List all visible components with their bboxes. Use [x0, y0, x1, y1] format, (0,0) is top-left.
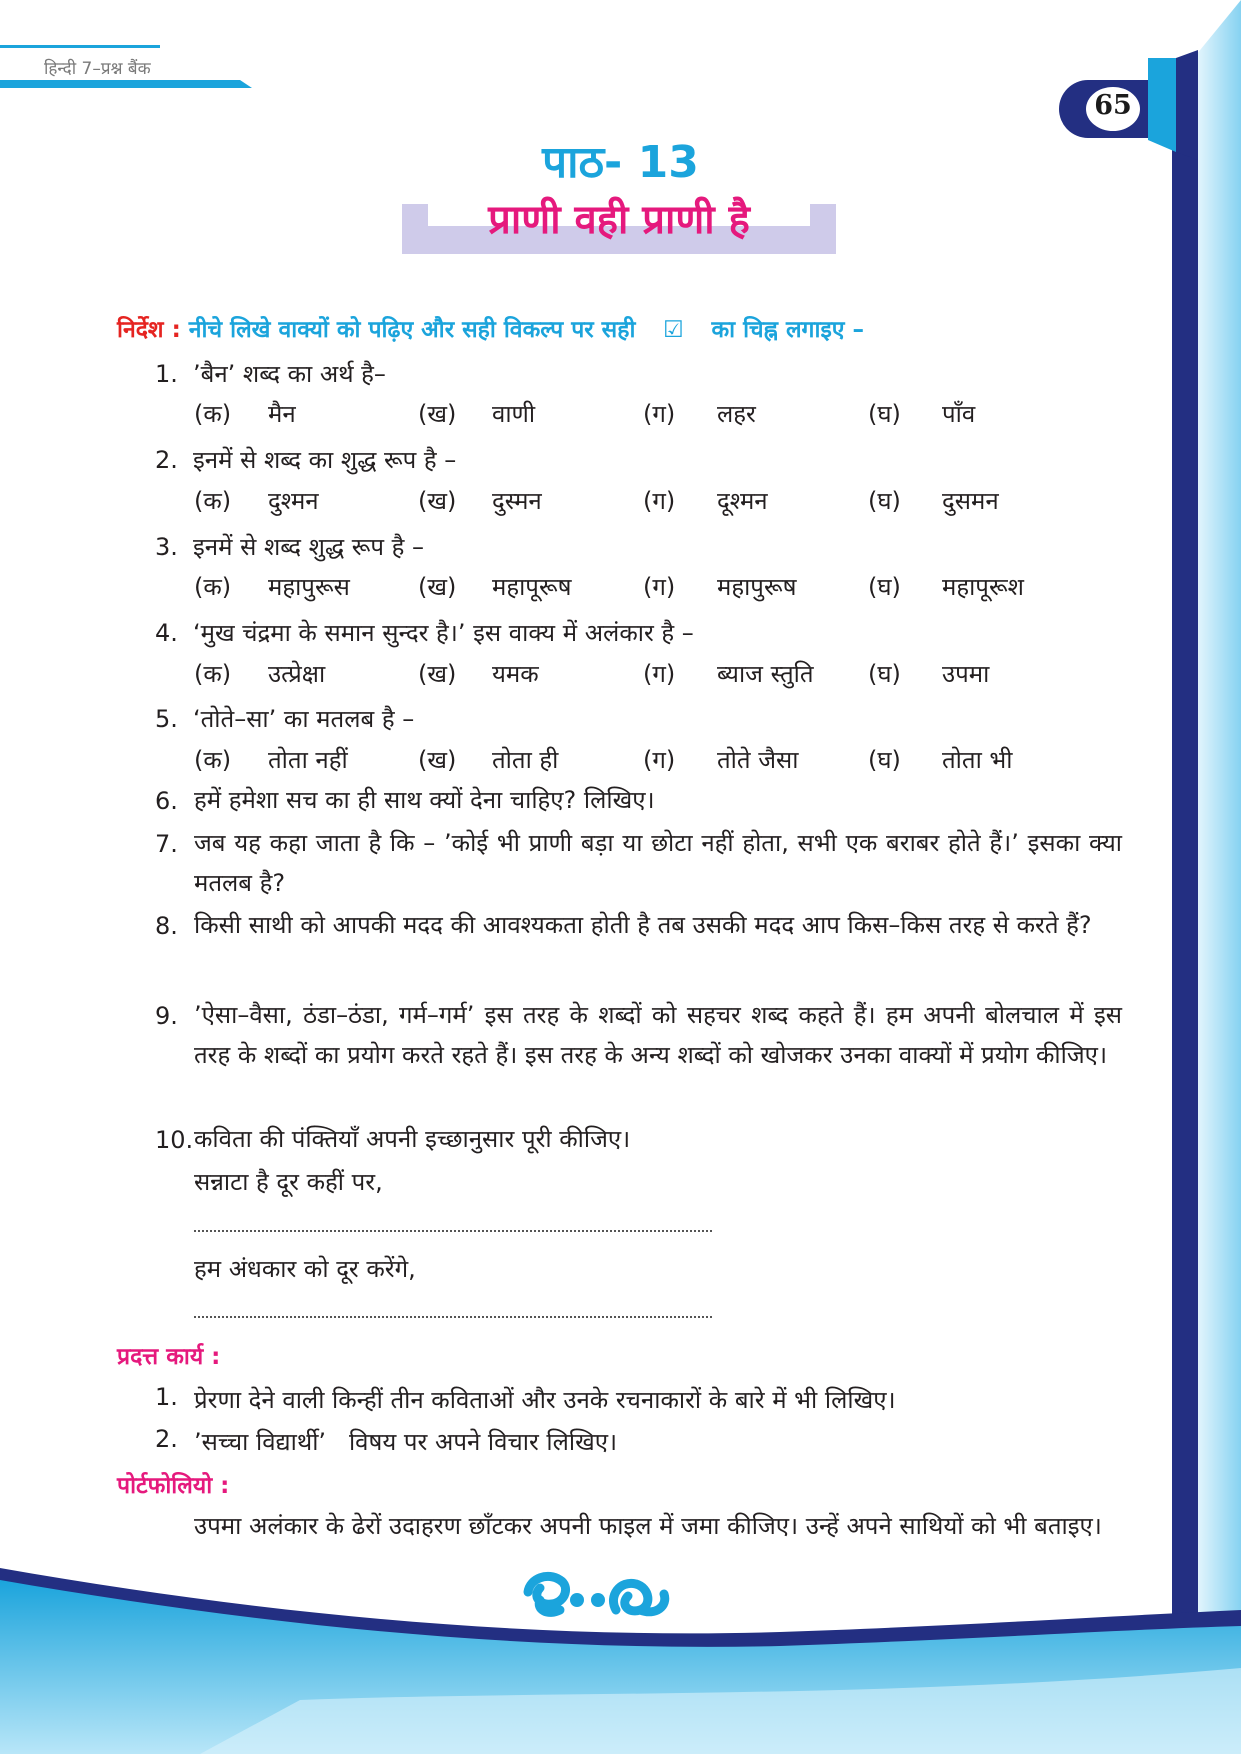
poem-line: सन्नाटा है दूर कहीं पर, [194, 1168, 383, 1196]
question-number: 4. [155, 619, 178, 647]
lesson-title: प्राणी वही प्राणी है [488, 197, 750, 243]
right-side-panel [1196, 0, 1241, 1754]
question-text: हमें हमेशा सच का ही साथ क्यों देना चाहिए? लिखिए। [194, 786, 655, 814]
assignment-text: ’सच्चा विद्यार्थी’ विषय पर अपने विचार लिखिए। [194, 1428, 618, 1456]
portfolio-text: उपमा अलंकार के ढेरों उदाहरण छाँटकर अपनी फाइल में जमा कीजिए। उन्हें अपने साथियों को भी बताइए। [194, 1512, 1102, 1540]
question-number: 6. [155, 787, 178, 815]
option-text: उपमा [942, 660, 990, 688]
option-text: महापूरूष [492, 573, 572, 601]
option-key: (घ) [868, 660, 901, 688]
option-text: दुश्मन [268, 487, 319, 515]
option-key: (ख) [418, 400, 457, 428]
header-stripe-top [0, 45, 160, 48]
option-key: (ख) [418, 573, 457, 601]
option-key: (घ) [868, 400, 901, 428]
option-text: वाणी [492, 400, 536, 428]
question-text: जब यह कहा जाता है कि – ’कोई भी प्राणी बड़ा या छोटा नहीं होता, सभी एक बराबर होते हैं।’ इसका क्या मतलब है? [194, 829, 1122, 897]
option-key: (घ) [868, 746, 901, 774]
instruction-label: निर्देश : [117, 317, 181, 343]
mcq-question [155, 443, 456, 476]
question-text: कविता की पंक्तियाँ अपनी इच्छानुसार पूरी कीजिए। [194, 1125, 631, 1153]
option-key: (ख) [418, 660, 457, 688]
option-text: तोते जैसा [717, 746, 799, 774]
end-ornament [528, 1576, 665, 1612]
question-number: 8. [155, 912, 178, 940]
option-key: (ख) [418, 746, 457, 774]
mcq-question [155, 702, 414, 735]
option-text: महापुरूस [268, 573, 350, 601]
instruction [117, 312, 864, 344]
option-text: तोता भी [942, 746, 1013, 774]
answer-blank[interactable] [194, 1316, 712, 1318]
assignment-text: प्रेरणा देने वाली किन्हीं तीन कविताओं और उनके रचनाकारों के बारे में भी लिखिए। [194, 1386, 896, 1414]
mcq-question [155, 357, 386, 390]
question-text: ‘मुख चंद्रमा के समान सुन्दर है।’ इस वाक्य में अलंकार है – [193, 619, 694, 647]
assignment-heading: प्रदत्त कार्य : [117, 1344, 221, 1370]
option-key: (क) [194, 573, 232, 601]
option-text: उत्प्रेक्षा [268, 660, 326, 688]
option-text: दूश्मन [717, 487, 768, 515]
assignment-number: 2. [155, 1425, 178, 1453]
option-text: तोता नहीं [268, 746, 348, 774]
answer-blank[interactable] [194, 1230, 712, 1232]
option-key: (ग) [643, 400, 676, 428]
question-text: ‘तोते–सा’ का मतलब है – [193, 705, 415, 733]
option-text: पाँव [942, 400, 976, 428]
question-text: इनमें से शब्द शुद्ध रूप है – [193, 533, 425, 561]
question-text: इनमें से शब्द का शुद्ध रूप है – [193, 446, 457, 474]
mcq-question [155, 530, 424, 563]
option-key: (क) [194, 487, 232, 515]
question-number: 1. [155, 360, 178, 388]
option-key: (घ) [868, 573, 901, 601]
option-text: दुस्मन [492, 487, 542, 515]
assignment-number: 1. [155, 1383, 178, 1411]
right-side-bar [1172, 60, 1198, 1620]
header-stripe-bottom [0, 80, 252, 88]
option-key: (क) [194, 746, 232, 774]
question-number: 2. [155, 446, 178, 474]
option-text: ब्याज स्तुति [717, 660, 814, 688]
option-text: लहर [717, 400, 756, 428]
option-key: (ग) [643, 487, 676, 515]
question-number: 10. [155, 1126, 194, 1154]
mcq-question [155, 616, 694, 649]
option-key: (ग) [643, 573, 676, 601]
option-text: मैन [268, 400, 296, 428]
checkbox-tick-icon: ☑ [663, 317, 684, 343]
question-number: 9. [155, 1002, 178, 1030]
lesson-number: पाठ- 13 [542, 137, 699, 188]
question-text: ’बैन’ शब्द का अर्थ है– [193, 360, 386, 388]
option-key: (घ) [868, 487, 901, 515]
question-text: किसी साथी को आपकी मदद की आवश्यकता होती है तब उसकी मदद आप किस–किस तरह से करते हैं? [194, 911, 1092, 939]
instruction-text: नीचे लिखे वाक्यों को पढ़िए और सही विकल्प पर सही [188, 317, 636, 343]
question-text: ’ऐसा–वैसा, ठंडा–ठंडा, गर्म–गर्म’ इस तरह के शब्दों को सहचर शब्द कहते हैं। हम अपनी बोलचाल में इस तरह के शब्दों का प्रयोग करते रहते हैं। इस तरह के अन्य शब्दों को खोजकर उनका वाक्यों में प्रयोग कीजिए। [194, 1001, 1122, 1069]
question-number: 5. [155, 705, 178, 733]
option-key: (ख) [418, 487, 457, 515]
option-key: (ग) [643, 660, 676, 688]
option-text: महापूरूश [942, 573, 1024, 601]
page-number: 65 [1094, 90, 1132, 121]
poem-line: हम अंधकार को दूर करेंगे, [194, 1255, 416, 1283]
question-number: 7. [155, 830, 178, 858]
option-key: (ग) [643, 746, 676, 774]
option-text: महापुरूष [717, 573, 797, 601]
book-title: हिन्दी 7–प्रश्न बैंक [44, 59, 151, 79]
option-key: (क) [194, 400, 232, 428]
option-text: यमक [492, 660, 539, 688]
portfolio-heading: पोर्टफोलियो : [117, 1473, 230, 1499]
question-number: 3. [155, 533, 178, 561]
option-text: तोता ही [492, 746, 559, 774]
option-text: दुसमन [942, 487, 999, 515]
option-key: (क) [194, 660, 232, 688]
instruction-text-after: का चिह्न लगाइए – [711, 317, 864, 343]
